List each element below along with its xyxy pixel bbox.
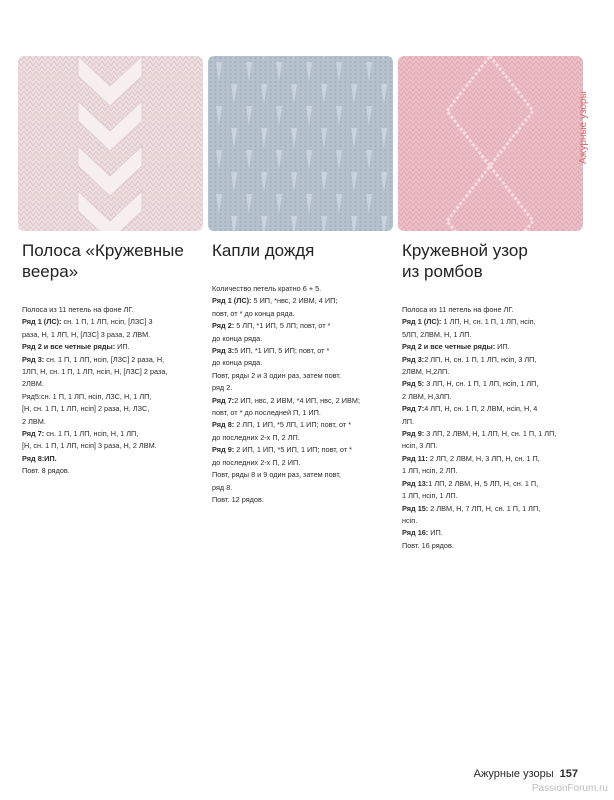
instruction-line xyxy=(402,465,580,477)
row-label: Ряд 8: xyxy=(212,420,235,430)
pattern-instructions xyxy=(402,304,580,552)
instruction-line xyxy=(402,354,580,366)
row-text: 1ЛП, Н, сн. 1 П, 1 ЛП, нсіп, Н, [ЛЗС] 2 раза, xyxy=(22,367,168,377)
row-text: 2 ЛП, 2 ЛВМ, Н, 3 ЛП, Н, сн. 1 П, xyxy=(427,453,540,463)
page-footer xyxy=(474,768,578,780)
instruction-line xyxy=(402,341,580,353)
row-text: сн. 1 П, 1 ЛП, нсіп, Н, 1 ЛП, xyxy=(44,429,139,439)
instruction-line xyxy=(212,432,392,444)
pattern-column-3 xyxy=(402,240,580,552)
row-text: 3 ЛП, 2 ЛВМ, Н, 1 ЛП, Н, сн. 1 П, 1 ЛП, xyxy=(424,429,557,439)
row-text: 2 ЛВМ. xyxy=(22,416,46,426)
row-label: Ряд 1 (ЛС): xyxy=(212,296,252,306)
row-text: 2 ЛВМ, Н, 7 ЛП, Н, сн. 1 П, 1 ЛП, xyxy=(428,503,541,513)
row-text: повт, от * до последней П, 1 ИП. xyxy=(212,408,321,418)
instruction-line xyxy=(212,308,392,320)
title-line: Полоса «Кружевные xyxy=(22,241,184,260)
row-label: Ряд 7: xyxy=(212,395,235,405)
instruction-line xyxy=(212,370,392,382)
row-text: 5 ЛП, *1 ИП, 5 ЛП; повт, от * xyxy=(234,321,331,331)
title-line: Кружевной узор xyxy=(402,241,528,260)
swatch-image-diamond-lace xyxy=(398,56,583,231)
row-text: 1 ЛП, нсіп, 1 ЛП. xyxy=(402,491,458,501)
instruction-line xyxy=(22,329,202,341)
instruction-line xyxy=(212,395,392,407)
instruction-line xyxy=(402,378,580,390)
instruction-line xyxy=(212,407,392,419)
row-text: 2 ИП, нвс, 2 ИВМ, *4 ИП, нвс, 2 ИВМ; xyxy=(234,395,360,405)
pattern-instructions xyxy=(212,283,392,506)
instruction-line xyxy=(22,316,202,328)
row-text: 5 ИП, *нвс, 2 ИВМ, 4 ИП; xyxy=(251,296,338,306)
row-text: ряд 2. xyxy=(212,383,233,393)
swatch-image-lace-fans xyxy=(18,56,203,231)
row-text: Повт, ряды 2 и 3 один раз, затем повт. xyxy=(212,370,341,380)
row-text: ИП. xyxy=(115,342,130,352)
instruction-line xyxy=(212,345,392,357)
row-label: Ряд 11: xyxy=(402,453,428,463)
row-text: 3 ЛП, Н, сн. 1 П, 1 ЛП, нсіп, 1 ЛП, xyxy=(424,379,539,389)
row-label: Ряд 3: xyxy=(22,354,45,364)
instruction-line xyxy=(402,503,580,515)
row-text: Ряд5:сн. 1 П, 1 ЛП, нсіп, ЛЗС, Н, 1 ЛП, xyxy=(22,391,152,401)
instruction-line xyxy=(212,320,392,332)
row-label: Ряд 15: xyxy=(402,503,429,513)
row-text: Количество петель кратно 6 + 5. xyxy=(212,284,322,293)
title-line: веера» xyxy=(22,262,79,281)
instruction-line xyxy=(402,416,580,428)
instruction-line xyxy=(402,527,580,539)
row-text: нсіп, 3 ЛП. xyxy=(402,441,438,451)
instruction-line xyxy=(22,465,202,477)
instruction-line xyxy=(402,490,580,502)
instruction-line xyxy=(212,444,392,456)
row-text: до конца ряда. xyxy=(212,358,263,368)
instruction-line xyxy=(212,283,392,295)
instruction-line xyxy=(212,382,392,394)
row-text: нсіп. xyxy=(402,515,418,525)
instruction-line xyxy=(402,453,580,465)
row-text: Повт. 16 рядов. xyxy=(402,540,454,550)
row-text: 2 ЛВМ, Н,3ЛП. xyxy=(402,391,452,401)
row-text: до последних 2-х П, 2 ИП. xyxy=(212,457,301,467)
row-text: [Н, сн. 1 П, 1 ЛП, нсіп] 3 раза, Н, 2 ЛВМ. xyxy=(22,441,157,451)
row-label: Ряд 8:ИП. xyxy=(22,453,57,463)
row-text: сн. 1 П, 1 ЛП, нсіп, [ЛЗС] 2 раза, Н, xyxy=(44,354,165,364)
title-line: из ромбов xyxy=(402,262,483,281)
instruction-line xyxy=(212,333,392,345)
footer-section-title: Ажурные узоры xyxy=(473,768,554,780)
pattern-column-1 xyxy=(22,240,202,478)
row-label: Ряд 3: xyxy=(402,354,425,364)
row-label: Ряд 9: xyxy=(402,429,425,439)
row-text: ИП. xyxy=(428,528,443,538)
row-text: 4 ЛП, Н, сн. 1 П, 2 ЛВМ, нсіп, Н, 4 xyxy=(424,404,538,414)
instruction-line xyxy=(22,378,202,390)
instruction-line xyxy=(22,391,202,403)
row-label: Ряд 9: xyxy=(212,445,235,455)
row-text: ряд 8. xyxy=(212,482,233,492)
row-label: Ряд 3: xyxy=(212,346,235,356)
pattern-title xyxy=(22,240,202,282)
instruction-line xyxy=(402,515,580,527)
instruction-line xyxy=(402,366,580,378)
instruction-line xyxy=(22,416,202,428)
row-text: 1 ЛП, 2 ЛВМ, Н, 5 ЛП, Н, сн. 1 П, xyxy=(428,478,539,488)
instruction-line xyxy=(22,366,202,378)
row-text: Повт. 12 рядов. xyxy=(212,494,264,504)
row-text: Полоса из 11 петель на фоне ЛГ. xyxy=(402,305,514,314)
row-label: Ряд 2: xyxy=(212,321,235,331)
row-text: ИП. xyxy=(495,342,510,352)
row-text: Повт, ряды 8 и 9 один раз, затем повт, xyxy=(212,470,341,480)
instruction-line xyxy=(212,419,392,431)
row-text: раза, Н, 1 ЛП, Н, [ЛЗС] 3 раза, 2 ЛВМ. xyxy=(22,329,151,339)
row-label: Ряд 2 и все четные ряды: xyxy=(402,342,496,352)
row-text: 2 ЛП, 1 ИП, *5 ЛП, 1 ИП; повт, от * xyxy=(234,420,352,430)
title-line: Капли дождя xyxy=(212,241,315,260)
instruction-line xyxy=(402,478,580,490)
instruction-line xyxy=(212,482,392,494)
instruction-line xyxy=(22,453,202,465)
row-label: Ряд 7: xyxy=(402,404,425,414)
row-label: Ряд 13: xyxy=(402,478,429,488)
pattern-column-2 xyxy=(212,240,392,506)
instruction-line xyxy=(212,469,392,481)
instruction-line xyxy=(212,494,392,506)
instruction-line xyxy=(22,428,202,440)
row-text: 2 ЛП, Н, сн. 1 П, 1 ЛП, нсіп, 3 ЛП, xyxy=(424,354,537,364)
row-text: 1 ЛП, Н, сн. 1 П, 1 ЛП, нсіп, xyxy=(441,317,536,327)
row-text: 1 ЛП, нсіп, 2 ЛП. xyxy=(402,466,458,476)
row-text: повт, от * до конца ряда. xyxy=(212,308,295,318)
instruction-line xyxy=(212,295,392,307)
row-text: 5ЛП, 2ЛВМ, Н, 1 ЛП. xyxy=(402,329,472,339)
row-label: Ряд 1 (ЛС): xyxy=(402,317,442,327)
page-number: 157 xyxy=(559,768,578,780)
row-text: сн. 1 П, 1 ЛП, нсіп, [ЛЗС] 3 xyxy=(61,317,153,327)
instruction-line xyxy=(22,304,202,316)
section-side-label: Ажурные узоры xyxy=(578,91,589,165)
instruction-line xyxy=(402,403,580,415)
instruction-line xyxy=(402,316,580,328)
row-text: до конца ряда. xyxy=(212,333,263,343)
row-text: до последних 2-х П, 2 ЛП. xyxy=(212,432,300,442)
instruction-line xyxy=(402,391,580,403)
row-label: Ряд 1 (ЛС): xyxy=(22,317,62,327)
instruction-line xyxy=(402,329,580,341)
instruction-line xyxy=(402,304,580,316)
row-label: Ряд 2 и все четные ряды: xyxy=(22,342,116,352)
row-text: ЛП. xyxy=(402,416,415,426)
instruction-line xyxy=(402,540,580,552)
instruction-line xyxy=(402,440,580,452)
instruction-line xyxy=(212,457,392,469)
pattern-title xyxy=(402,240,580,282)
row-text: 5 ИП, *1 ИП, 5 ИП; повт, от * xyxy=(234,346,330,356)
instruction-line xyxy=(22,403,202,415)
row-text: [Н, сн. 1 П, 1 ЛП, нсіп] 2 раза, Н, ЛЗС, xyxy=(22,404,150,414)
swatch-image-raindrops xyxy=(208,56,393,231)
watermark: PassionForum.ru xyxy=(531,783,608,794)
pattern-instructions xyxy=(22,304,202,478)
instruction-line xyxy=(402,428,580,440)
row-text: 2ЛВМ, Н,2ЛП. xyxy=(402,367,450,377)
instruction-line xyxy=(22,440,202,452)
row-text: Полоса из 11 петель на фоне ЛГ. xyxy=(22,305,134,314)
pattern-title xyxy=(212,240,392,261)
row-text: Повт. 8 рядов. xyxy=(22,466,70,476)
row-label: Ряд 5: xyxy=(402,379,425,389)
row-label: Ряд 7: xyxy=(22,429,45,439)
row-text: 2ЛВМ. xyxy=(22,379,44,389)
row-text: 2 ИП, 1 ИП, *5 ИП, 1 ИП; повт, от * xyxy=(234,445,352,455)
instruction-line xyxy=(22,341,202,353)
row-label: Ряд 16: xyxy=(402,528,429,538)
instruction-line xyxy=(22,354,202,366)
instruction-line xyxy=(212,357,392,369)
